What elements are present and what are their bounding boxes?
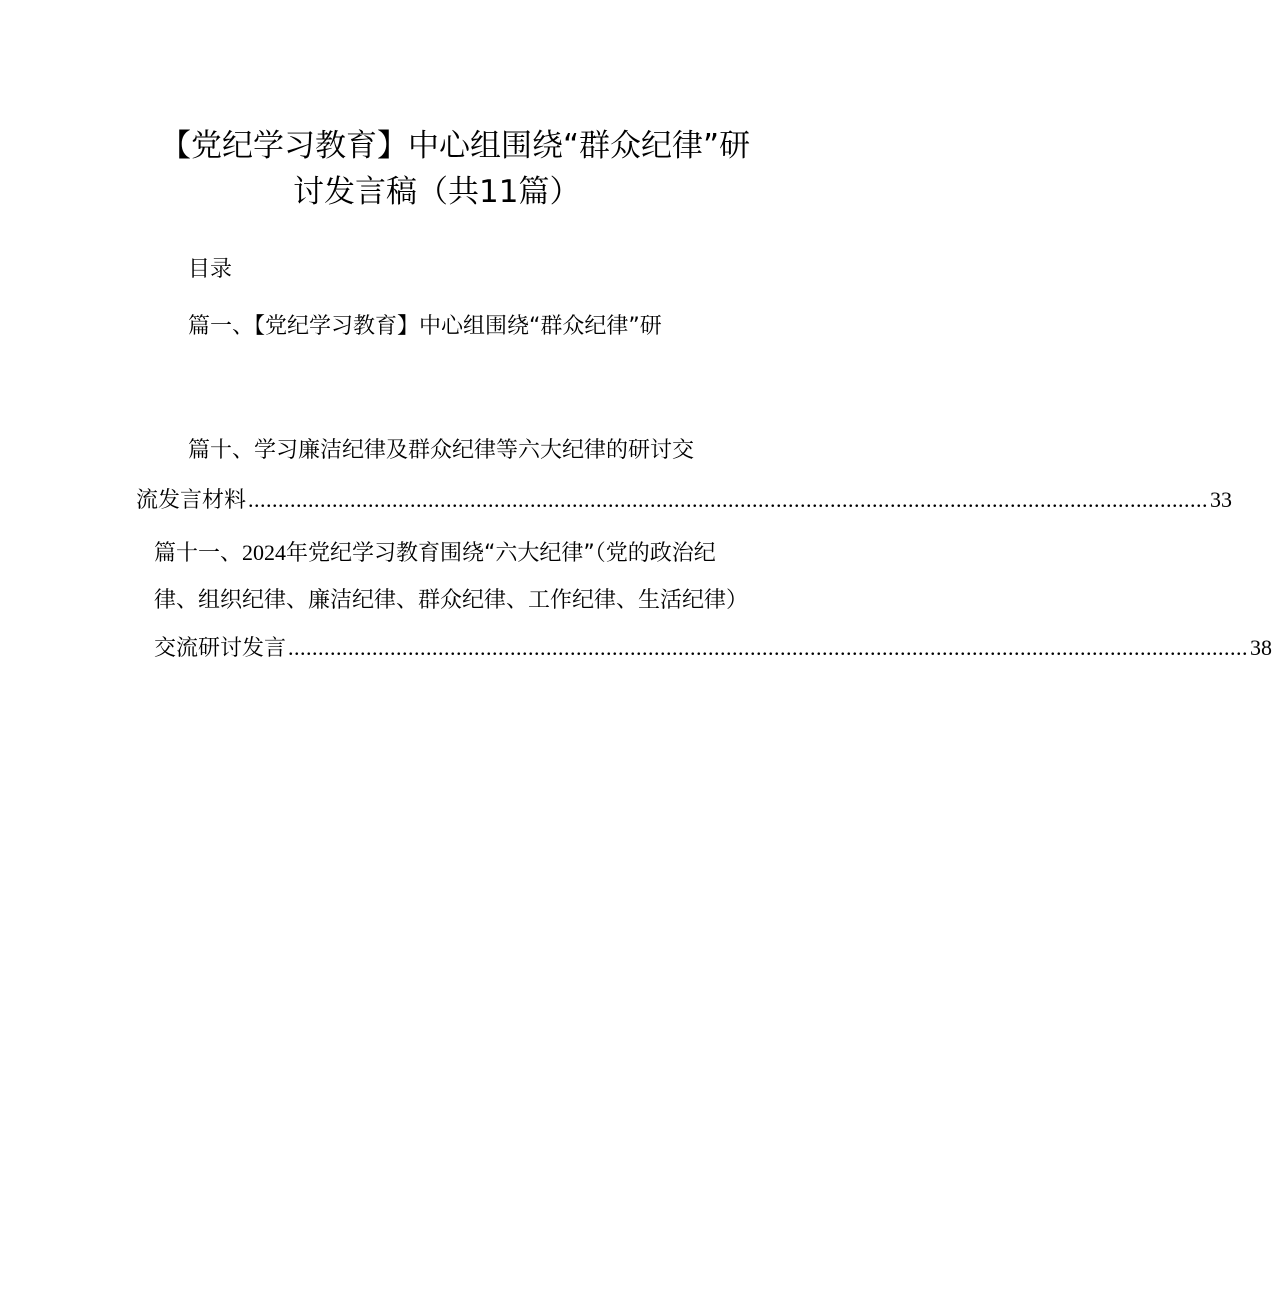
toc-entry-10-title-end: 流发言材料 xyxy=(136,488,247,513)
document-title-line-2: 讨发言稿（共11篇） xyxy=(293,174,581,210)
toc-entry-11-prefix: 篇十一、 xyxy=(154,541,243,566)
toc-entry-1-line-1[interactable]: 篇一、【党纪学习教育】中心组围绕“群众纪律”研 xyxy=(188,314,662,339)
toc-leader-dots: ................................................................................................................................................................ xyxy=(288,635,1249,660)
toc-entry-11-line-2[interactable]: 律、组织纪律、廉洁纪律、群众纪律、工作纪律、生活纪律） xyxy=(154,588,749,613)
toc-entry-11-line-1[interactable] xyxy=(154,538,716,569)
toc-heading: 目录 xyxy=(188,257,233,282)
toc-entry-10-line-2[interactable] xyxy=(136,485,1233,516)
toc-entry-11-title-rest: 年党纪学习教育围绕“六大纪律”（党的政治纪 xyxy=(286,541,716,566)
toc-entry-10-page-number: 33 xyxy=(1210,487,1233,512)
toc-entry-11-year: 2024 xyxy=(242,540,287,565)
toc-entry-11-title-end: 交流研讨发言 xyxy=(154,636,287,661)
document-title-line-1: 【党纪学习教育】中心组围绕“群众纪律”研 xyxy=(160,128,751,164)
toc-entry-10-line-1[interactable]: 篇十、学习廉洁纪律及群众纪律等六大纪律的研讨交 xyxy=(188,438,695,463)
toc-leader-dots: ................................................................................................................................................................ xyxy=(248,487,1209,512)
toc-entry-11-line-3[interactable] xyxy=(154,633,1272,664)
toc-entry-11-page-number: 38 xyxy=(1250,635,1272,660)
